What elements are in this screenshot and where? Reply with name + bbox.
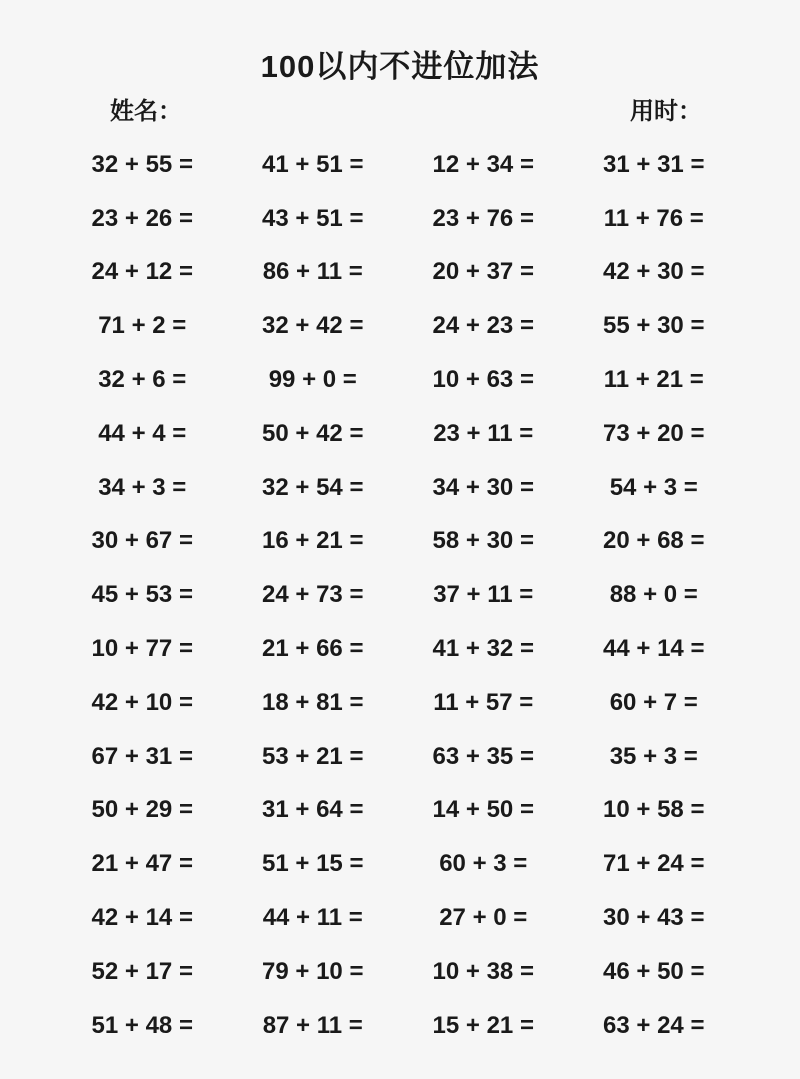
problem-27: 34 + 30 = (432, 473, 534, 501)
problem-7: 23 + 76 = (432, 204, 534, 232)
problem-65: 51 + 48 = (91, 1011, 193, 1039)
problem-44: 60 + 7 = (609, 688, 698, 716)
problem-49: 50 + 29 = (91, 796, 193, 824)
problem-16: 55 + 30 = (603, 312, 705, 340)
problem-59: 27 + 0 = (439, 904, 528, 932)
problem-11: 20 + 37 = (432, 258, 534, 286)
problems-grid (57, 138, 739, 1053)
problem-26: 32 + 54 = (262, 473, 364, 501)
problem-68: 63 + 24 = (603, 1011, 705, 1039)
problem-8: 11 + 76 = (603, 204, 704, 232)
problem-47: 63 + 35 = (432, 742, 534, 770)
problem-40: 44 + 14 = (603, 635, 705, 663)
problem-34: 24 + 73 = (262, 581, 364, 609)
problem-58: 44 + 11 = (262, 904, 363, 932)
problem-20: 11 + 21 = (603, 366, 704, 394)
problem-48: 35 + 3 = (609, 742, 698, 770)
problem-25: 34 + 3 = (98, 473, 187, 501)
problem-15: 24 + 23 = (432, 312, 534, 340)
problem-57: 42 + 14 = (91, 904, 193, 932)
problem-46: 53 + 21 = (262, 742, 364, 770)
problem-62: 79 + 10 = (262, 957, 364, 985)
problem-21: 44 + 4 = (98, 419, 187, 447)
problem-38: 21 + 66 = (262, 635, 364, 663)
problem-42: 18 + 81 = (262, 688, 364, 716)
problem-35: 37 + 11 = (433, 581, 534, 609)
problem-64: 46 + 50 = (603, 957, 705, 985)
problem-1: 32 + 55 = (91, 150, 193, 178)
problem-43: 11 + 57 = (433, 688, 534, 716)
problem-33: 45 + 53 = (91, 581, 193, 609)
problem-50: 31 + 64 = (262, 796, 364, 824)
problem-28: 54 + 3 = (609, 473, 698, 501)
problem-23: 23 + 11 = (433, 419, 534, 447)
problem-45: 67 + 31 = (91, 742, 193, 770)
problem-10: 86 + 11 = (262, 258, 363, 286)
problem-67: 15 + 21 = (432, 1011, 534, 1039)
problem-13: 71 + 2 = (98, 312, 187, 340)
problem-2: 41 + 51 = (262, 150, 364, 178)
problem-51: 14 + 50 = (432, 796, 534, 824)
problem-31: 58 + 30 = (432, 527, 534, 555)
problem-41: 42 + 10 = (91, 688, 193, 716)
problem-14: 32 + 42 = (262, 312, 364, 340)
problem-36: 88 + 0 = (609, 581, 698, 609)
problem-24: 73 + 20 = (603, 419, 705, 447)
problem-30: 16 + 21 = (262, 527, 364, 555)
time-label: 用时： (630, 98, 702, 125)
problem-66: 87 + 11 = (262, 1011, 363, 1039)
problem-54: 51 + 15 = (262, 850, 364, 878)
problem-32: 20 + 68 = (603, 527, 705, 555)
problem-17: 32 + 6 = (98, 366, 187, 394)
problem-63: 10 + 38 = (432, 957, 534, 985)
problem-39: 41 + 32 = (432, 635, 534, 663)
problem-56: 71 + 24 = (603, 850, 705, 878)
problem-5: 23 + 26 = (91, 204, 193, 232)
problem-22: 50 + 42 = (262, 419, 364, 447)
problem-29: 30 + 67 = (91, 527, 193, 555)
problem-12: 42 + 30 = (603, 258, 705, 286)
problem-18: 99 + 0 = (268, 366, 357, 394)
problem-3: 12 + 34 = (432, 150, 534, 178)
problem-60: 30 + 43 = (603, 904, 705, 932)
problem-37: 10 + 77 = (91, 635, 193, 663)
problem-52: 10 + 58 = (603, 796, 705, 824)
problem-53: 21 + 47 = (91, 850, 193, 878)
problem-61: 52 + 17 = (91, 957, 193, 985)
problem-19: 10 + 63 = (432, 366, 534, 394)
name-label: 姓名： (110, 98, 182, 125)
problem-6: 43 + 51 = (262, 204, 364, 232)
problem-55: 60 + 3 = (439, 850, 528, 878)
problem-9: 24 + 12 = (91, 258, 193, 286)
problem-4: 31 + 31 = (603, 150, 705, 178)
page-title: 100以内不进位加法 (260, 49, 540, 84)
